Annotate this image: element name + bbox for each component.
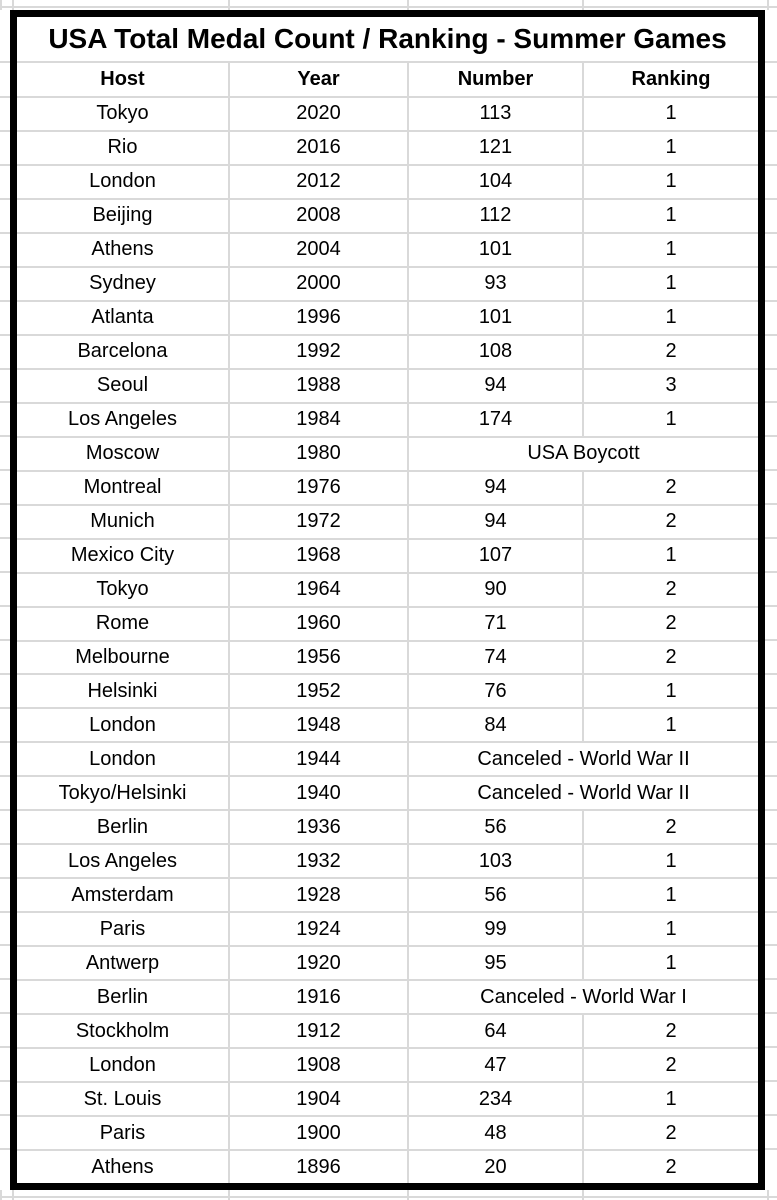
cell-year[interactable]: 1908	[229, 1048, 408, 1082]
gridline	[765, 232, 777, 234]
table-row	[17, 708, 758, 742]
cell-host[interactable]: Athens	[17, 1150, 229, 1183]
table-row	[17, 199, 758, 233]
table-row	[17, 335, 758, 369]
header-row	[17, 62, 758, 97]
cell-ranking[interactable]: 2	[583, 1150, 758, 1183]
gridline	[0, 130, 10, 132]
table-row	[17, 776, 758, 810]
cell-year[interactable]: 1952	[229, 674, 408, 708]
cell-number[interactable]: 93	[408, 267, 583, 301]
gridline	[765, 96, 777, 98]
cell-host[interactable]: Moscow	[17, 437, 229, 471]
cell-ranking[interactable]: 1	[583, 674, 758, 708]
cell-number[interactable]: 64	[408, 1014, 583, 1048]
gridline	[765, 707, 777, 709]
gridline	[228, 1190, 230, 1200]
cell-number[interactable]: 107	[408, 539, 583, 573]
cell-number[interactable]: 99	[408, 912, 583, 946]
table-title-cell[interactable]: USA Total Medal Count / Ranking - Summer Games	[17, 17, 758, 62]
cell-host[interactable]: Tokyo	[17, 573, 229, 607]
table-body	[17, 97, 758, 1183]
cell-ranking[interactable]: 2	[583, 810, 758, 844]
cell-ranking[interactable]: 1	[583, 844, 758, 878]
table-row	[17, 674, 758, 708]
cell-host[interactable]: Beijing	[17, 199, 229, 233]
cell-host[interactable]: Munich	[17, 505, 229, 539]
cell-host[interactable]: Melbourne	[17, 641, 229, 675]
column-header-year[interactable]: Year	[229, 62, 408, 97]
cell-year[interactable]: 2004	[229, 233, 408, 267]
cell-host[interactable]: Amsterdam	[17, 878, 229, 912]
table-row	[17, 1116, 758, 1150]
cell-year[interactable]: 1968	[229, 539, 408, 573]
cell-host[interactable]: Barcelona	[17, 335, 229, 369]
table-row	[17, 810, 758, 844]
gridline	[765, 978, 777, 980]
gridline	[0, 232, 10, 234]
gridline	[0, 1148, 10, 1150]
cell-host[interactable]: London	[17, 708, 229, 742]
gridline	[228, 0, 230, 10]
cell-ranking[interactable]: 2	[583, 1048, 758, 1082]
cell-year[interactable]: 1932	[229, 844, 408, 878]
cell-year[interactable]: 1928	[229, 878, 408, 912]
cell-merged-note[interactable]: Canceled - World War I	[408, 980, 758, 1014]
table-row	[17, 165, 758, 199]
cell-merged-note[interactable]: Canceled - World War II	[408, 776, 758, 810]
gridline	[0, 96, 10, 98]
cell-number[interactable]: 112	[408, 199, 583, 233]
gridline	[767, 1190, 769, 1200]
gridline	[0, 605, 10, 607]
cell-number[interactable]: 48	[408, 1116, 583, 1150]
cell-year[interactable]: 2016	[229, 131, 408, 165]
cell-year[interactable]: 1920	[229, 946, 408, 980]
gridline	[407, 0, 409, 10]
table-row	[17, 912, 758, 946]
cell-host[interactable]: Berlin	[17, 810, 229, 844]
table-row	[17, 1082, 758, 1116]
table-row	[17, 573, 758, 607]
cell-ranking[interactable]: 1	[583, 539, 758, 573]
cell-number[interactable]: 101	[408, 233, 583, 267]
cell-number[interactable]: 56	[408, 810, 583, 844]
column-header-number[interactable]: Number	[408, 62, 583, 97]
gridline	[0, 571, 10, 573]
cell-number[interactable]: 84	[408, 708, 583, 742]
gridline	[0, 334, 10, 336]
cell-year[interactable]: 1924	[229, 912, 408, 946]
cell-number[interactable]: 74	[408, 641, 583, 675]
medal-count-table	[10, 10, 765, 1190]
cell-number[interactable]: 95	[408, 946, 583, 980]
gridline	[582, 0, 584, 10]
gridline	[765, 809, 777, 811]
gridline	[765, 605, 777, 607]
cell-year[interactable]: 1984	[229, 403, 408, 437]
cell-ranking[interactable]: 1	[583, 301, 758, 335]
table-row	[17, 742, 758, 776]
cell-host[interactable]: Rome	[17, 607, 229, 641]
gridline	[765, 673, 777, 675]
cell-year[interactable]: 2000	[229, 267, 408, 301]
gridline	[765, 164, 777, 166]
gridline	[0, 503, 10, 505]
cell-number[interactable]: 94	[408, 505, 583, 539]
gridline	[765, 198, 777, 200]
cell-number[interactable]: 71	[408, 607, 583, 641]
cell-ranking[interactable]: 2	[583, 505, 758, 539]
cell-host[interactable]: Mexico City	[17, 539, 229, 573]
gridline	[765, 61, 777, 63]
column-header-host[interactable]: Host	[17, 62, 229, 97]
gridline	[582, 1190, 584, 1200]
cell-year[interactable]: 1904	[229, 1082, 408, 1116]
cell-year[interactable]: 1936	[229, 810, 408, 844]
cell-number[interactable]: 103	[408, 844, 583, 878]
cell-year[interactable]: 1992	[229, 335, 408, 369]
table-row	[17, 267, 758, 301]
table-row	[17, 980, 758, 1014]
cell-host[interactable]: Atlanta	[17, 301, 229, 335]
table-row	[17, 1150, 758, 1183]
gridline	[407, 1190, 409, 1200]
cell-ranking[interactable]: 1	[583, 165, 758, 199]
cell-host[interactable]: Montreal	[17, 471, 229, 505]
gridline	[765, 911, 777, 913]
cell-ranking[interactable]: 2	[583, 335, 758, 369]
cell-ranking[interactable]: 1	[583, 912, 758, 946]
table-row	[17, 844, 758, 878]
gridline	[765, 1046, 777, 1048]
cell-host[interactable]: Stockholm	[17, 1014, 229, 1048]
table-row	[17, 505, 758, 539]
cell-number[interactable]: 90	[408, 573, 583, 607]
gridline	[765, 537, 777, 539]
cell-ranking[interactable]: 1	[583, 199, 758, 233]
gridline	[0, 877, 10, 879]
cell-ranking[interactable]: 1	[583, 708, 758, 742]
cell-year[interactable]: 1912	[229, 1014, 408, 1048]
table-row	[17, 1048, 758, 1082]
gridline	[765, 435, 777, 437]
cell-host[interactable]: Tokyo	[17, 97, 229, 131]
cell-year[interactable]: 1988	[229, 369, 408, 403]
gridline	[0, 639, 10, 641]
cell-ranking[interactable]: 2	[583, 573, 758, 607]
gridline	[0, 1190, 2, 1200]
gridline	[765, 944, 777, 946]
cell-ranking[interactable]: 3	[583, 369, 758, 403]
cell-year[interactable]: 1896	[229, 1150, 408, 1183]
gridline	[0, 537, 10, 539]
table-row	[17, 471, 758, 505]
cell-number[interactable]: 94	[408, 369, 583, 403]
table-row	[17, 97, 758, 131]
gridline	[12, 0, 14, 10]
gridline	[767, 0, 769, 10]
gridline	[765, 469, 777, 471]
gridline	[765, 334, 777, 336]
table-row	[17, 403, 758, 437]
table-row	[17, 946, 758, 980]
cell-year[interactable]: 1972	[229, 505, 408, 539]
gridline	[765, 130, 777, 132]
gridline	[765, 639, 777, 641]
cell-number[interactable]: 104	[408, 165, 583, 199]
gridline	[765, 266, 777, 268]
gridline	[0, 843, 10, 845]
cell-year[interactable]: 2020	[229, 97, 408, 131]
gridline	[0, 741, 10, 743]
cell-number[interactable]: 234	[408, 1082, 583, 1116]
gridline	[0, 673, 10, 675]
cell-number[interactable]: 101	[408, 301, 583, 335]
cell-number[interactable]: 121	[408, 131, 583, 165]
gridline	[765, 571, 777, 573]
cell-ranking[interactable]: 1	[583, 403, 758, 437]
cell-host[interactable]: Los Angeles	[17, 844, 229, 878]
cell-year[interactable]: 2008	[229, 199, 408, 233]
cell-number[interactable]: 56	[408, 878, 583, 912]
gridline	[0, 266, 10, 268]
cell-host[interactable]: Antwerp	[17, 946, 229, 980]
cell-host[interactable]: Tokyo/Helsinki	[17, 776, 229, 810]
gridline	[0, 978, 10, 980]
table-row	[17, 131, 758, 165]
cell-host[interactable]: Athens	[17, 233, 229, 267]
cell-number[interactable]: 47	[408, 1048, 583, 1082]
gridline	[765, 300, 777, 302]
gridline	[0, 300, 10, 302]
medal-table-grid	[17, 17, 758, 1183]
cell-host[interactable]: Seoul	[17, 369, 229, 403]
cell-host[interactable]: Paris	[17, 1116, 229, 1150]
cell-ranking[interactable]: 2	[583, 1116, 758, 1150]
gridline	[0, 368, 10, 370]
cell-host[interactable]: London	[17, 742, 229, 776]
gridline	[0, 1012, 10, 1014]
cell-year[interactable]: 1944	[229, 742, 408, 776]
cell-ranking[interactable]: 2	[583, 641, 758, 675]
gridline	[765, 741, 777, 743]
cell-host[interactable]: Helsinki	[17, 674, 229, 708]
cell-merged-note[interactable]: Canceled - World War II	[408, 742, 758, 776]
cell-merged-note[interactable]: USA Boycott	[408, 437, 758, 471]
gridline	[0, 164, 10, 166]
gridline	[0, 0, 2, 10]
cell-ranking[interactable]: 1	[583, 1082, 758, 1116]
cell-number[interactable]: 174	[408, 403, 583, 437]
cell-host[interactable]: London	[17, 1048, 229, 1082]
cell-number[interactable]: 113	[408, 97, 583, 131]
cell-year[interactable]: 1956	[229, 641, 408, 675]
cell-year[interactable]: 1996	[229, 301, 408, 335]
gridline	[0, 401, 10, 403]
cell-host[interactable]: Rio	[17, 131, 229, 165]
gridline	[0, 435, 10, 437]
gridline	[765, 775, 777, 777]
gridline	[0, 61, 10, 63]
table-row	[17, 233, 758, 267]
cell-ranking[interactable]: 1	[583, 267, 758, 301]
table-row	[17, 437, 758, 471]
cell-year[interactable]: 1940	[229, 776, 408, 810]
cell-ranking[interactable]: 2	[583, 607, 758, 641]
cell-ranking[interactable]: 2	[583, 1014, 758, 1048]
cell-year[interactable]: 1948	[229, 708, 408, 742]
gridline	[0, 1046, 10, 1048]
table-row	[17, 369, 758, 403]
cell-host[interactable]: Los Angeles	[17, 403, 229, 437]
cell-host[interactable]: Berlin	[17, 980, 229, 1014]
column-header-ranking[interactable]: Ranking	[583, 62, 758, 97]
gridline	[0, 707, 10, 709]
gridline	[0, 1114, 10, 1116]
title-row	[17, 17, 758, 62]
cell-host[interactable]: Sydney	[17, 267, 229, 301]
cell-year[interactable]: 1960	[229, 607, 408, 641]
table-row	[17, 878, 758, 912]
gridline	[765, 1148, 777, 1150]
cell-number[interactable]: 108	[408, 335, 583, 369]
cell-host[interactable]: Paris	[17, 912, 229, 946]
cell-year[interactable]: 1976	[229, 471, 408, 505]
gridline	[765, 1080, 777, 1082]
gridline	[765, 401, 777, 403]
gridline	[0, 775, 10, 777]
gridline	[0, 809, 10, 811]
table-row	[17, 607, 758, 641]
table-row	[17, 539, 758, 573]
cell-ranking[interactable]: 1	[583, 946, 758, 980]
cell-ranking[interactable]: 1	[583, 233, 758, 267]
table-row	[17, 301, 758, 335]
gridline	[765, 843, 777, 845]
cell-year[interactable]: 1980	[229, 437, 408, 471]
cell-host[interactable]: St. Louis	[17, 1082, 229, 1116]
gridline	[0, 198, 10, 200]
cell-host[interactable]: London	[17, 165, 229, 199]
cell-year[interactable]: 2012	[229, 165, 408, 199]
cell-ranking[interactable]: 1	[583, 97, 758, 131]
table-row	[17, 1014, 758, 1048]
gridline	[12, 1190, 14, 1200]
gridline	[0, 1080, 10, 1082]
cell-number[interactable]: 20	[408, 1150, 583, 1183]
gridline	[765, 877, 777, 879]
cell-ranking[interactable]: 2	[583, 471, 758, 505]
gridline	[765, 368, 777, 370]
cell-number[interactable]: 76	[408, 674, 583, 708]
gridline	[765, 503, 777, 505]
table-row	[17, 641, 758, 675]
gridline	[765, 1012, 777, 1014]
cell-ranking[interactable]: 1	[583, 131, 758, 165]
cell-year[interactable]: 1964	[229, 573, 408, 607]
cell-ranking[interactable]: 1	[583, 878, 758, 912]
gridline	[0, 1196, 777, 1198]
gridline	[0, 911, 10, 913]
gridline	[0, 944, 10, 946]
gridline	[765, 1114, 777, 1116]
cell-number[interactable]: 94	[408, 471, 583, 505]
gridline	[0, 6, 777, 8]
cell-year[interactable]: 1900	[229, 1116, 408, 1150]
gridline	[0, 469, 10, 471]
cell-year[interactable]: 1916	[229, 980, 408, 1014]
